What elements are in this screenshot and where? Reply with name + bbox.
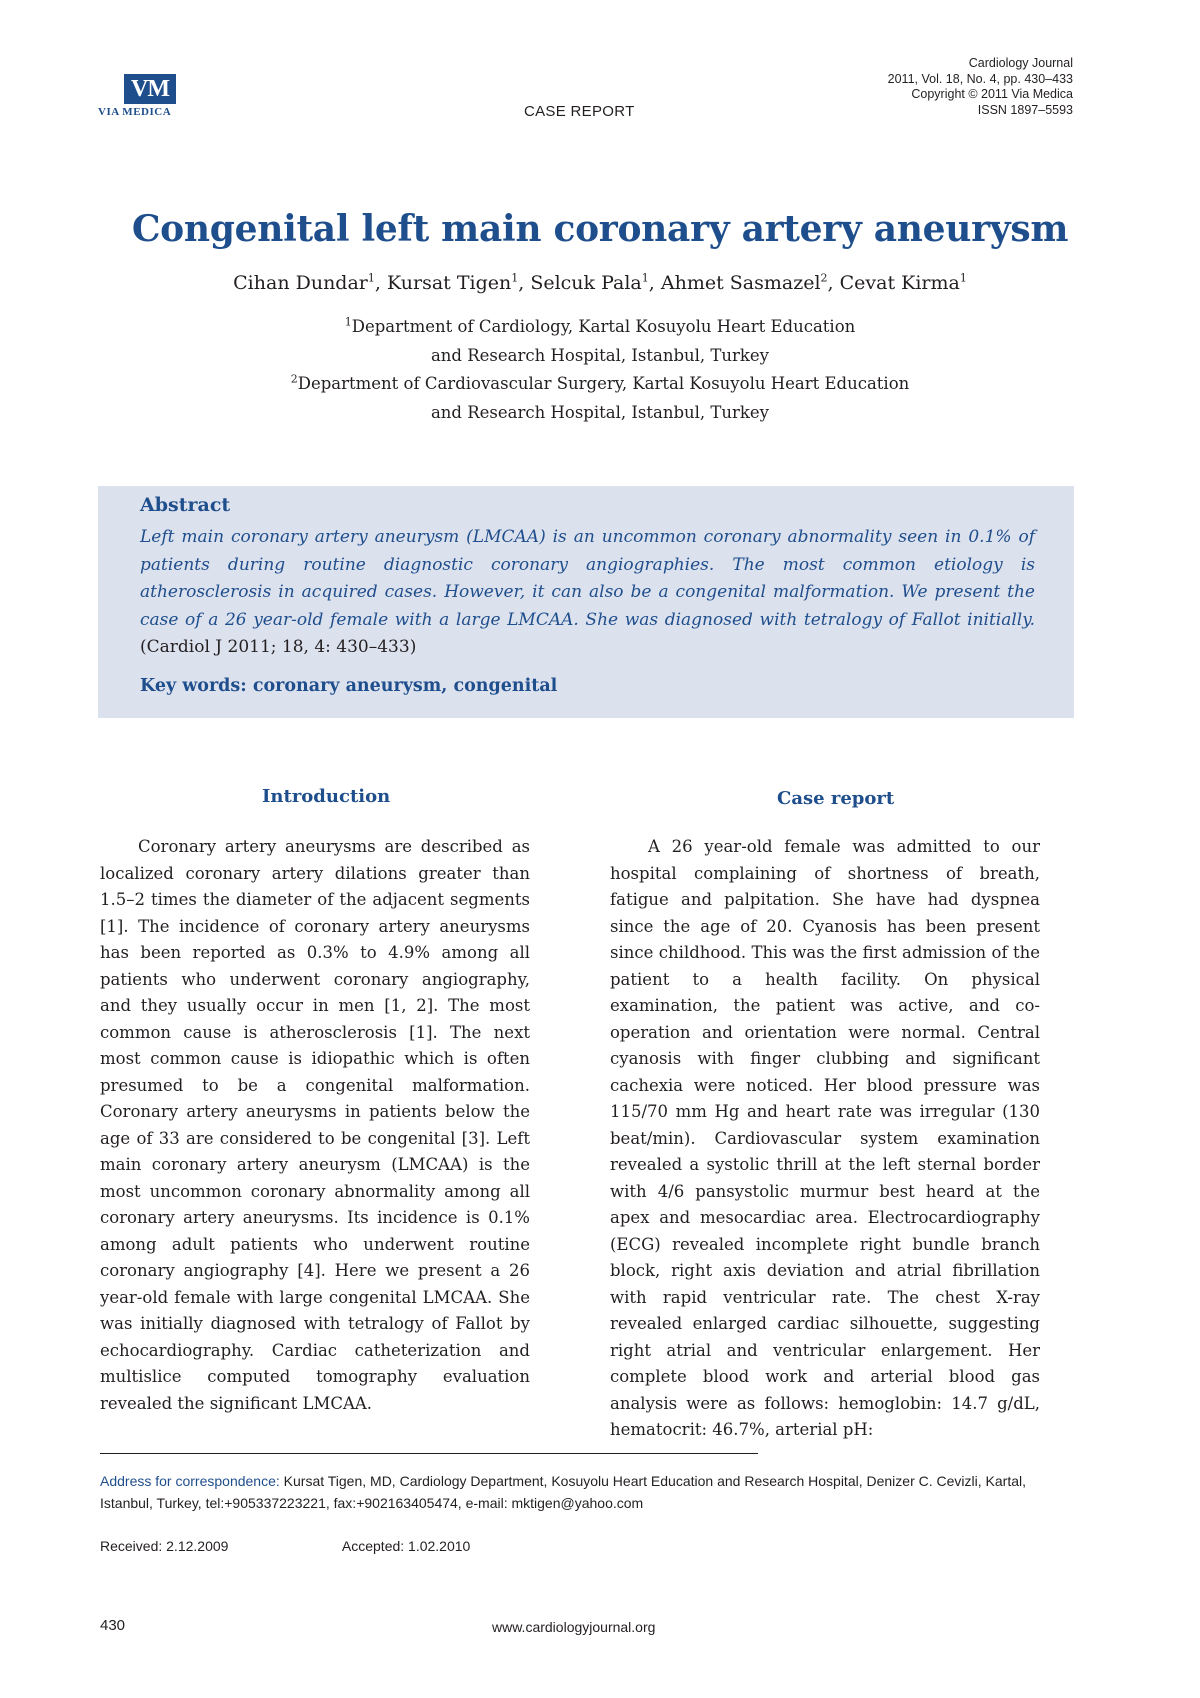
abstract-box [98,486,1074,718]
accepted-date: Accepted: 1.02.2010 [341,1538,471,1554]
author-name: Selcuk Pala [530,272,642,294]
abstract-text: Left main coronary artery aneurysm (LMCAA) is an uncommon coronary abnormality seen in 0.1% of patients during routine diagnostic coronary angiographies. The most common etiology is atherosclerosis in acquired cases. However, it can also be a congenital malformation. We present the case of a 26 year-old female with a large LMCAA. She was diagnosed with tetralogy of Fallot initially. [140,527,1035,630]
affiliation-2-cont: and Research Hospital, Istanbul, Turkey [430,402,770,422]
correspondence-label: Address for correspondence: [100,1473,280,1489]
author-affil-sup: 1 [367,271,375,285]
received-date: Received: 2.12.2009 [100,1538,229,1554]
page-number: 430 [100,1617,126,1634]
author-list: Cihan Dundar$^1$, Kursat Tigen$^1$, Selcuk Pala$^1$, Ahmet Sasmazel$^2$, Cevat Kirma$^1$ [233,271,967,294]
introduction-paragraph: Coronary artery aneurysms are described as localized coronary artery dilations greater than 1.5–2 times the diameter of the adjacent segments [1]. The incidence of coronary artery aneurysms has been reported as 0.3% to 4.9% among all patients who underwent coronary angiography, and they usually occur in men [1, 2]. The most common cause is atherosclerosis [1]. The next most common cause is idiopathic which is often presumed to be a congenital malformation. Coronary artery aneurysms in patients below the age of 33 are considered to be congenital [3]. Left main coronary artery aneurysm (LMCAA) is the most uncommon coronary abnormality among all coronary artery aneurysms. Its incidence is 0.1% among adult patients who underwent routine coronary angiography [4]. Here we present a 26 year-old female with large congenital LMCAA. She was initially diagnosed with tetralogy of Fallot by echocardiography. Cardiac catheterization and multislice computed tomography evaluation revealed the significant LMCAA. [100,837,530,1413]
author-affil-sup: 2 [820,271,828,285]
journal-volume: 2011, Vol. 18, No. 4, pp. 430–433 [887,71,1073,86]
abstract-body [140,524,1035,662]
article-dates [100,1538,470,1554]
author-name: Cevat Kirma [839,272,960,294]
abstract-heading: Abstract [140,494,231,516]
author-name: Cihan Dundar [233,272,368,294]
journal-issn: ISSN 1897–5593 [977,102,1073,117]
section-label: CASE REPORT [524,103,635,120]
journal-url: www.cardiologyjournal.org [492,1619,656,1635]
case-report-heading: Case report [777,788,895,809]
affiliation-1: $^1$Department of Cardiology, Kartal Kosuyolu Heart Education [344,315,856,336]
author-name: Ahmet Sasmazel [660,272,821,294]
logo-text: VIA MEDICA [98,106,172,118]
author-name: Kursat Tigen [386,272,512,294]
author-affil-sup: 1 [641,271,649,285]
case-report-column [610,834,1040,1444]
introduction-column [100,834,530,1417]
affiliation-2: $^2$Department of Cardiovascular Surgery, Kartal Kosuyolu Heart Education [290,372,910,393]
article-title: Congenital left main coronary artery aneurysm [131,208,1069,250]
footnote-divider [100,1453,758,1454]
case-report-paragraph: A 26 year-old female was admitted to our hospital complaining of shortness of breath, fatigue and palpitation. She have had dyspnea since the age of 20. Cyanosis has been present since childhood. This was the first admission of the patient to a health facility. On physical examination, the patient was active, and co-operation and orientation were normal. Central cyanosis with finger clubbing and significant cachexia were noticed. Her blood pressure was 115/70 mm Hg and heart rate was irregular (130 beat/min). Cardiovascular system examination revealed a systolic thrill at the left sternal border with 4/6 pansystolic murmur best heard at the apex and mesocardiac area. Electrocardiography (ECG) revealed incomplete right bundle branch block, right axis deviation and atrial fibrillation with rapid ventricular rate. The chest X-ray revealed enlarged cardiac silhouette, suggesting right atrial and ventricular enlargement. Her complete blood work and arterial blood gas analysis were as follows: hemoglobin: 14.7 g/dL, hematocrit: 46.7%, arterial pH: [610,837,1040,1439]
affiliation-1-cont: and Research Hospital, Istanbul, Turkey [430,345,770,365]
author-affil-sup: 1 [511,271,519,285]
affiliations [0,313,1200,427]
introduction-heading: Introduction [262,786,391,807]
journal-copyright: Copyright © 2011 Via Medica [911,87,1073,101]
author-affil-sup: 1 [959,271,967,285]
keywords: Key words: coronary aneurysm, congenital [140,676,558,696]
correspondence [100,1470,1080,1514]
journal-name: Cardiology Journal [968,56,1073,70]
correspondence-text: Kursat Tigen, MD, Cardiology Department, Kosuyolu Heart Education and Research Hospital, Denizer C. Cevizli, Kartal, Istanbul, Turkey, tel:+905337223221, fax:+902163405474, e-mail: mktigen@yahoo.com [100,1473,1026,1511]
logo-mark: VM [124,74,176,104]
publisher-logo [98,74,208,118]
abstract-citation: (Cardiol J 2011; 18, 4: 430–433) [140,637,417,657]
journal-info [888,56,1073,118]
